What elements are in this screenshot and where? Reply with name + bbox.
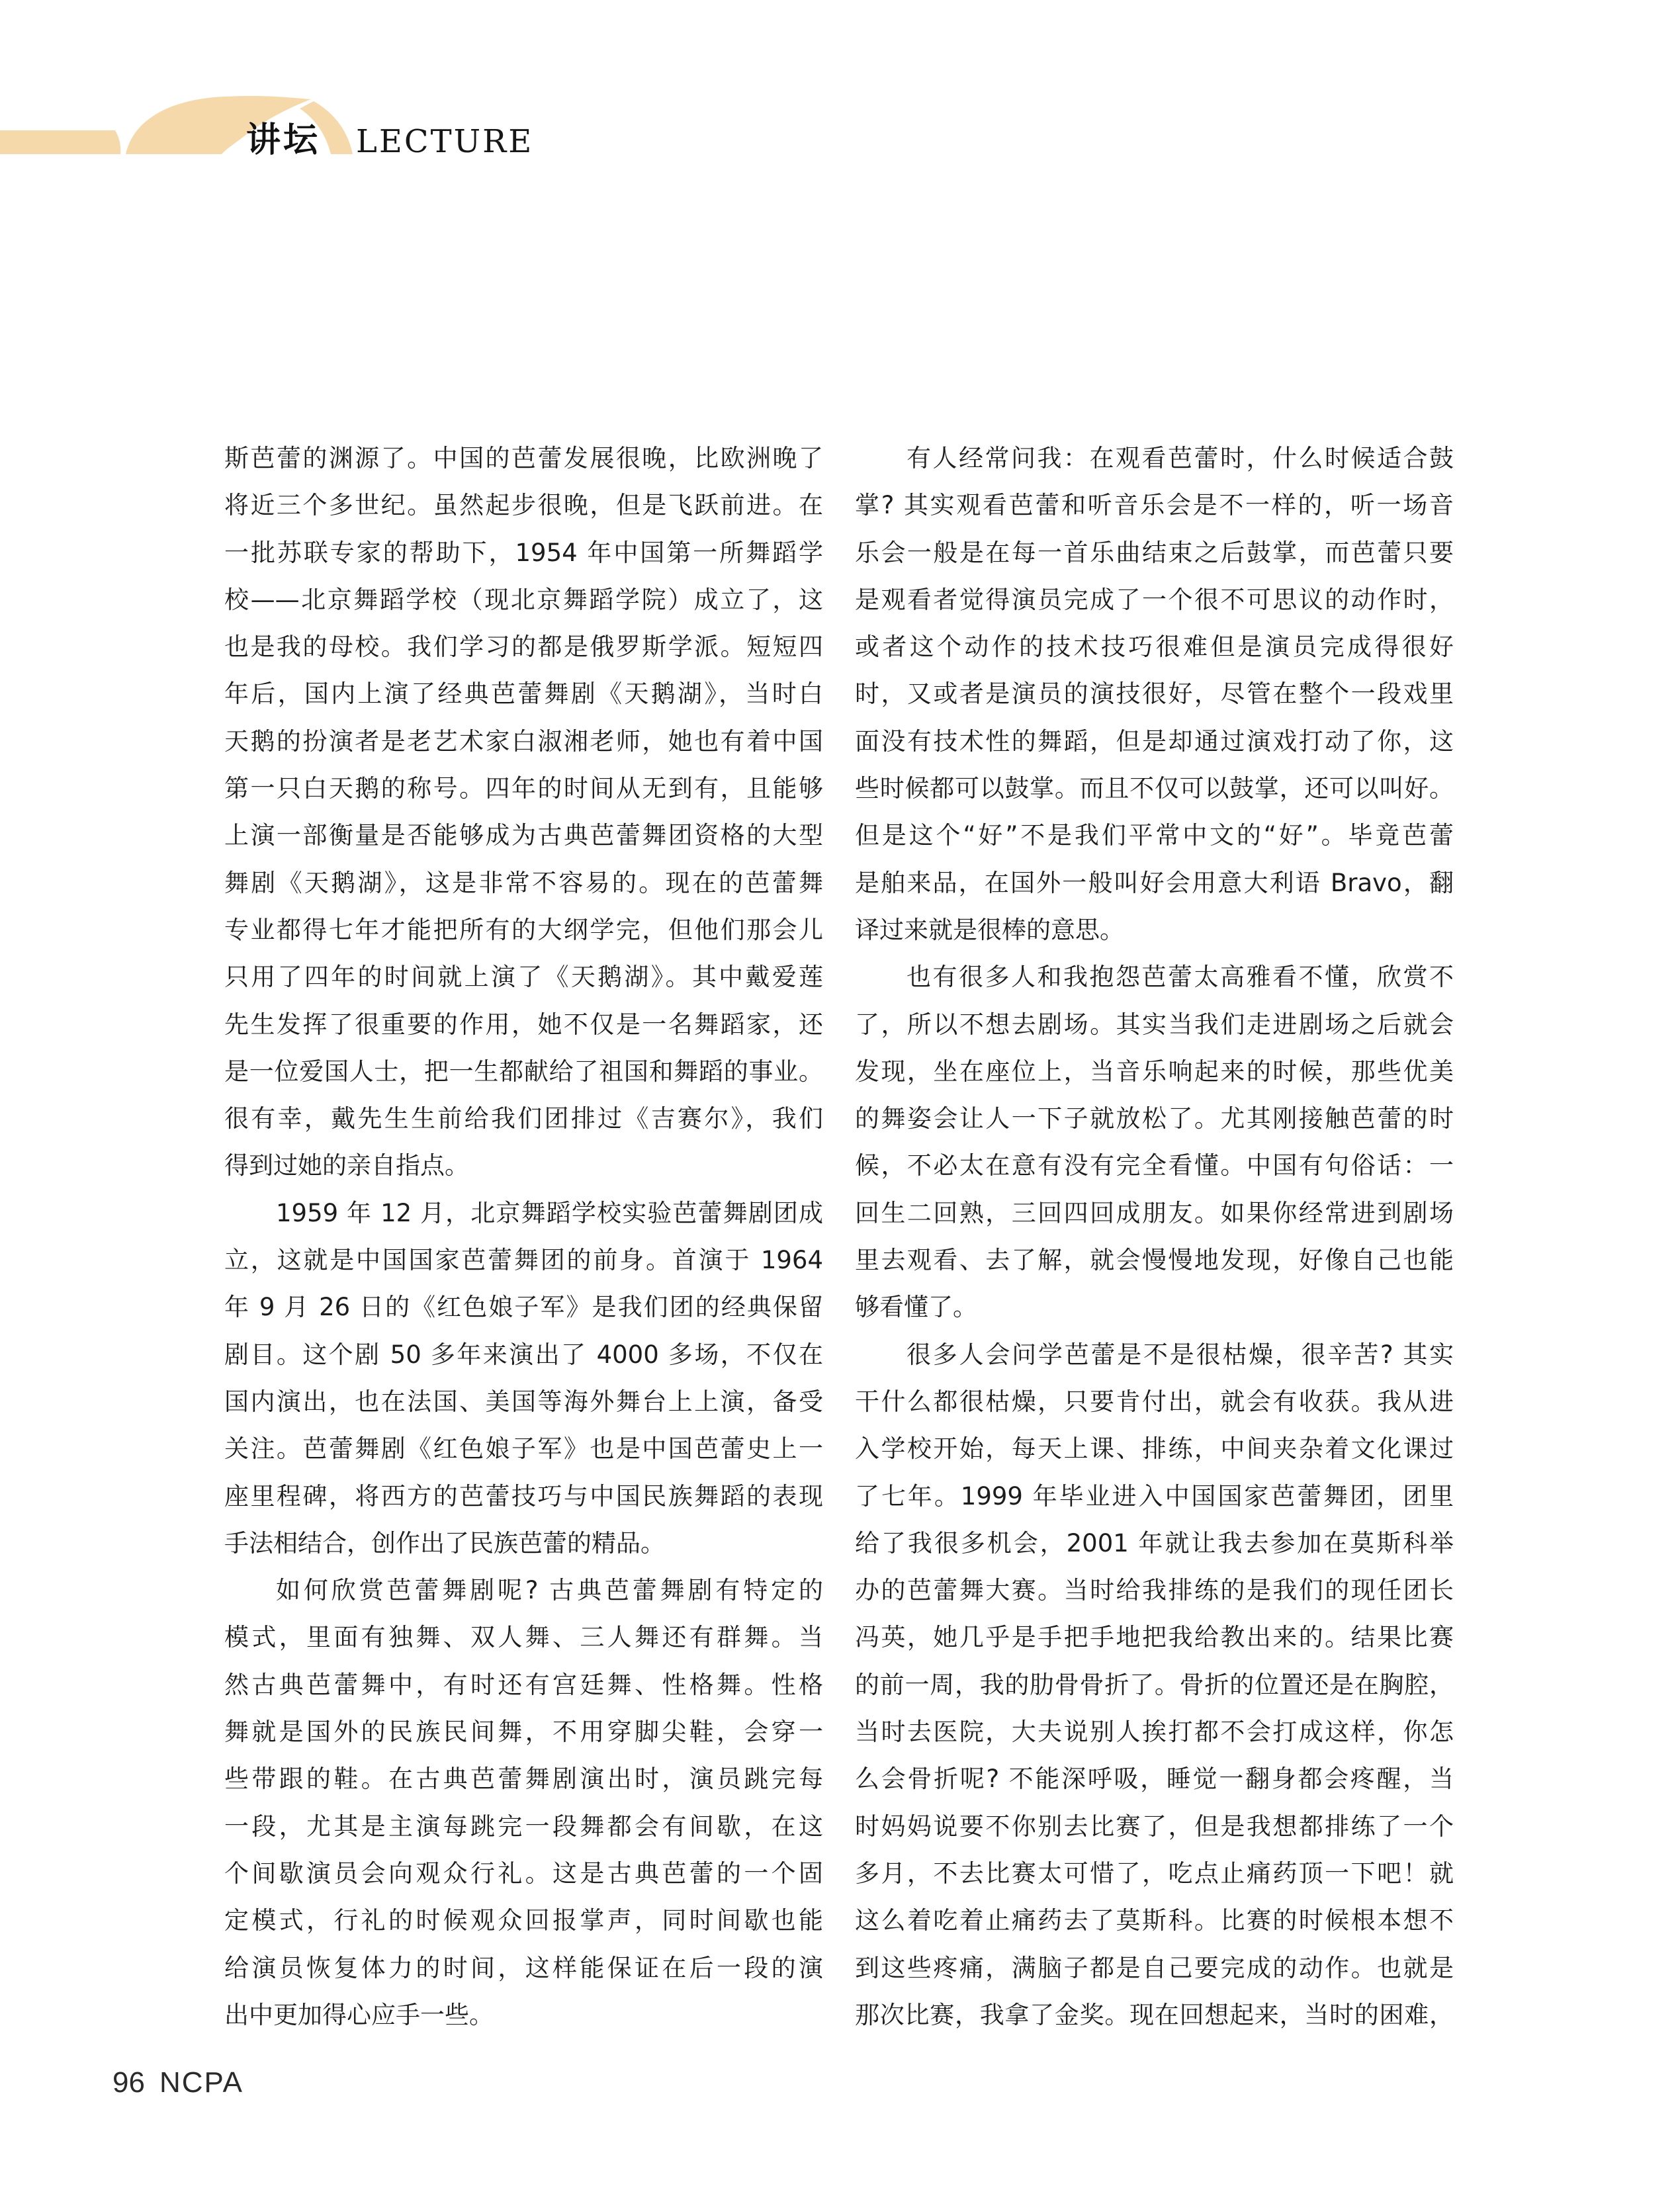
text-line: 当时去医院，大夫说别人挨打都不会打成这样，你怎 <box>855 1718 1454 1747</box>
text-line: 舞剧《天鹅湖》，这是非常不容易的。现在的芭蕾舞 <box>224 868 823 897</box>
article-column-right <box>855 435 1454 2038</box>
text-line: 专业都得七年才能把所有的大纲学完，但他们那会儿 <box>224 915 823 944</box>
section-title-cn: 讲坛 <box>246 120 321 160</box>
text-line: 办的芭蕾舞大赛。当时给我排练的是我们的现任团长 <box>855 1576 1454 1605</box>
text-line: 年后，国内上演了经典芭蕾舞剧《天鹅湖》，当时白 <box>224 679 823 709</box>
text-line: 关注。芭蕾舞剧《红色娘子军》也是中国芭蕾史上一 <box>224 1434 823 1464</box>
text-line: 一段，尤其是主演每跳完一段舞都会有间歇，在这 <box>224 1812 823 1841</box>
text-line: 定模式，行礼的时候观众回报掌声，同时间歇也能 <box>224 1906 823 1935</box>
text-line: 然古典芭蕾舞中，有时还有宫廷舞、性格舞。性格 <box>224 1670 823 1699</box>
text-line: 冯英，她几乎是手把手地把我给教出来的。结果比赛 <box>855 1623 1454 1652</box>
text-line: 也是我的母校。我们学习的都是俄罗斯学派。短短四 <box>224 633 823 662</box>
text-line: 多月，不去比赛太可惜了，吃点止痛药顶一下吧！就 <box>855 1859 1454 1888</box>
text-line: 够看懂了。 <box>855 1293 977 1322</box>
text-line: 将近三个多世纪。虽然起步很晚，但是飞跃前进。在 <box>224 491 823 520</box>
text-line: 么会骨折呢? 不能深呼吸，睡觉一翻身都会疼醒，当 <box>855 1765 1454 1794</box>
text-line: 出中更加得心应手一些。 <box>224 2000 494 2029</box>
banner-band-shape <box>0 130 120 154</box>
page-number: 96 <box>112 2066 145 2099</box>
text-line: 1959 年 12 月，北京舞蹈学校实验芭蕾舞剧团成 <box>276 1198 823 1227</box>
text-line: 或者这个动作的技术技巧很难但是演员完成得很好 <box>855 633 1454 662</box>
text-line: 那次比赛，我拿了金奖。现在回想起来，当时的困难， <box>855 2000 1454 2029</box>
text-line: 很有幸，戴先生生前给我们团排过《吉赛尔》，我们 <box>224 1104 823 1133</box>
text-line: 到这些疼痛，满脑子都是自己要完成的动作。也就是 <box>855 1953 1454 1982</box>
text-line: 剧目。这个剧 50 多年来演出了 4000 多场，不仅在 <box>224 1340 823 1369</box>
text-line: 是观看者觉得演员完成了一个很不可思议的动作时， <box>855 585 1454 614</box>
text-line: 给演员恢复体力的时间，这样能保证在后一段的演 <box>224 1953 823 1982</box>
text-line: 些时候都可以鼓掌。而且不仅可以鼓掌，还可以叫好。 <box>855 774 1454 803</box>
text-line: 手法相结合，创作出了民族芭蕾的精品。 <box>224 1528 665 1557</box>
text-line: 座里程碑，将西方的芭蕾技巧与中国民族舞蹈的表现 <box>224 1481 823 1510</box>
text-line: 是一位爱国人士，把一生都献给了祖国和舞蹈的事业。 <box>224 1057 823 1086</box>
text-line: 校——北京舞蹈学校（现北京舞蹈学院）成立了，这 <box>224 585 823 614</box>
text-line: 掌? 其实观看芭蕾和听音乐会是不一样的，听一场音 <box>855 491 1454 520</box>
text-line: 得到过她的亲自指点。 <box>224 1151 469 1180</box>
text-line: 国内演出，也在法国、美国等海外舞台上上演，备受 <box>224 1387 823 1416</box>
text-line: 的舞姿会让人一下子就放松了。尤其刚接触芭蕾的时 <box>855 1104 1454 1133</box>
text-line: 回生二回熟，三回四回成朋友。如果你经常进到剧场 <box>855 1198 1454 1227</box>
text-line: 是舶来品，在国外一般叫好会用意大利语 Bravo，翻 <box>855 868 1454 897</box>
text-line: 入学校开始，每天上课、排练，中间夹杂着文化课过 <box>855 1434 1454 1464</box>
text-line: 天鹅的扮演者是老艺术家白淑湘老师，她也有着中国 <box>224 726 823 756</box>
text-line: 如何欣赏芭蕾舞剧呢? 古典芭蕾舞剧有特定的 <box>276 1576 823 1605</box>
journal-name: NCPA <box>159 2066 243 2099</box>
text-line: 舞就是国外的民族民间舞，不用穿脚尖鞋，会穿一 <box>224 1718 823 1747</box>
text-line: 模式，里面有独舞、双人舞、三人舞还有群舞。当 <box>224 1623 823 1652</box>
text-line: 很多人会问学芭蕾是不是很枯燥，很辛苦? 其实 <box>906 1340 1454 1369</box>
text-line: 了，所以不想去剧场。其实当我们走进剧场之后就会 <box>855 1010 1454 1039</box>
section-title-en: LECTURE <box>356 123 534 160</box>
text-line: 第一只白天鹅的称号。四年的时间从无到有，且能够 <box>224 774 823 803</box>
text-line: 了七年。1999 年毕业进入中国国家芭蕾舞团，团里 <box>855 1481 1454 1510</box>
text-line: 的前一周，我的肋骨骨折了。骨折的位置还是在胸腔， <box>855 1670 1454 1699</box>
text-line: 上演一部衡量是否能够成为古典芭蕾舞团资格的大型 <box>224 821 823 850</box>
article-column-left <box>224 435 823 2038</box>
text-line: 年 9 月 26 日的《红色娘子军》是我们团的经典保留 <box>224 1293 823 1322</box>
text-line: 里去观看、去了解，就会慢慢地发现，好像自己也能 <box>855 1246 1454 1275</box>
text-line: 些带跟的鞋。在古典芭蕾舞剧演出时，演员跳完每 <box>224 1765 823 1794</box>
text-line: 个间歇演员会向观众行礼。这是古典芭蕾的一个固 <box>224 1859 823 1888</box>
text-line: 候，不必太在意有没有完全看懂。中国有句俗话：一 <box>855 1151 1454 1180</box>
text-line: 时，又或者是演员的演技很好，尽管在整个一段戏里 <box>855 679 1454 709</box>
text-line: 一批苏联专家的帮助下，1954 年中国第一所舞蹈学 <box>224 538 823 567</box>
page-footer <box>112 2068 243 2097</box>
text-line: 斯芭蕾的渊源了。中国的芭蕾发展很晚，比欧洲晚了 <box>224 444 823 472</box>
text-line: 面没有技术性的舞蹈，但是却通过演戏打动了你，这 <box>855 726 1454 756</box>
text-line: 有人经常问我：在观看芭蕾时，什么时候适合鼓 <box>906 444 1454 472</box>
text-line: 先生发挥了很重要的作用，她不仅是一名舞蹈家，还 <box>224 1010 823 1039</box>
text-line: 译过来就是很棒的意思。 <box>855 915 1124 944</box>
text-line: 也有很多人和我抱怨芭蕾太高雅看不懂，欣赏不 <box>906 963 1454 992</box>
text-line: 发现，坐在座位上，当音乐响起来的时候，那些优美 <box>855 1057 1454 1086</box>
text-line: 立，这就是中国国家芭蕾舞团的前身。首演于 1964 <box>224 1246 823 1275</box>
text-line: 这么着吃着止痛药去了莫斯科。比赛的时候根本想不 <box>855 1906 1454 1935</box>
text-line: 干什么都很枯燥，只要肯付出，就会有收获。我从进 <box>855 1387 1454 1416</box>
text-line: 只用了四年的时间就上演了《天鹅湖》。其中戴爱莲 <box>224 963 823 992</box>
text-line: 乐会一般是在每一首乐曲结束之后鼓掌，而芭蕾只要 <box>855 538 1454 567</box>
text-line: 但是这个“好”不是我们平常中文的“好”。毕竟芭蕾 <box>855 821 1454 850</box>
text-line: 给了我很多机会，2001 年就让我去参加在莫斯科举 <box>855 1528 1454 1557</box>
text-line: 时妈妈说要不你别去比赛了，但是我想都排练了一个 <box>855 1812 1454 1841</box>
